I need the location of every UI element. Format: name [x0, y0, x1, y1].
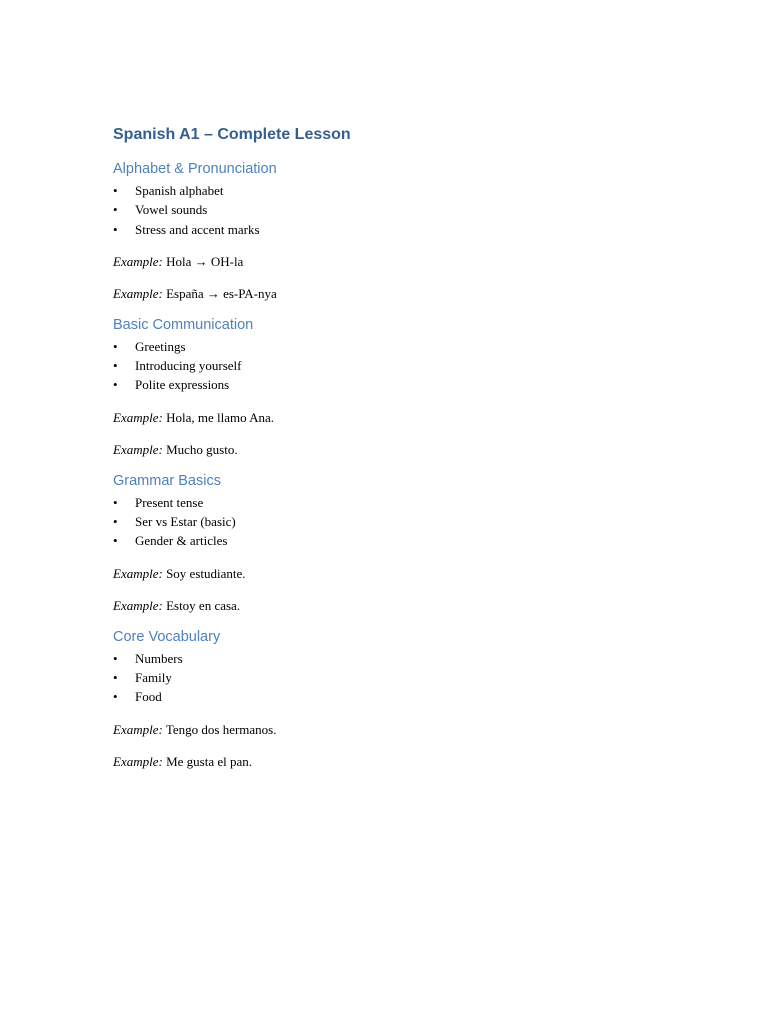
example-text: Hola, me llamo Ana.	[162, 409, 275, 425]
list-item	[113, 375, 673, 394]
bullet-icon: •	[113, 533, 118, 549]
example-line	[113, 408, 673, 427]
example-label: Example:	[113, 409, 163, 425]
list-item-text: Greetings	[135, 338, 186, 354]
example-text: Soy estudiante.	[162, 565, 246, 581]
list-item	[113, 668, 673, 687]
example-line	[113, 596, 673, 615]
bullet-icon: •	[113, 358, 118, 374]
example-line	[113, 440, 673, 459]
list-item-text: Stress and accent marks	[135, 221, 260, 237]
document-content	[113, 124, 673, 783]
list-item-text: Gender & articles	[135, 533, 228, 549]
list-item	[113, 493, 673, 512]
example-line	[113, 252, 673, 271]
example-text: Hola → OH-la	[162, 253, 244, 269]
section-heading: Basic Communication	[113, 316, 254, 333]
list-item-text: Introducing yourself	[135, 358, 242, 374]
bullet-icon: •	[113, 669, 118, 685]
bullet-list	[113, 649, 673, 707]
list-item	[113, 337, 673, 356]
example-label: Example:	[113, 285, 163, 301]
example-label: Example:	[113, 253, 163, 269]
example-text: Tengo dos hermanos.	[162, 721, 277, 737]
example-line	[113, 284, 673, 303]
section-heading: Grammar Basics	[113, 472, 221, 489]
example-text: España → es-PA-nya	[162, 285, 277, 301]
bullet-icon: •	[113, 689, 118, 705]
section-basic-communication	[113, 315, 673, 459]
example-line	[113, 752, 673, 771]
list-item-text: Ser vs Estar (basic)	[135, 514, 236, 530]
list-item-text: Polite expressions	[135, 377, 230, 393]
list-item-text: Family	[135, 669, 172, 685]
list-item	[113, 220, 673, 239]
section-alphabet-pronunciation	[113, 159, 673, 303]
section-heading: Core Vocabulary	[113, 628, 221, 645]
list-item	[113, 687, 673, 706]
bullet-icon: •	[113, 183, 118, 198]
section-core-vocabulary	[113, 627, 673, 771]
example-line	[113, 564, 673, 583]
bullet-icon: •	[113, 338, 118, 354]
list-item	[113, 181, 673, 200]
example-label: Example:	[113, 441, 163, 457]
example-text: Me gusta el pan.	[162, 753, 252, 769]
list-item-text: Present tense	[135, 494, 204, 510]
bullet-list	[113, 493, 673, 551]
bullet-icon: •	[113, 514, 118, 530]
example-text: Mucho gusto.	[162, 441, 238, 457]
list-item	[113, 200, 673, 219]
example-text: Estoy en casa.	[162, 597, 241, 613]
section-grammar-basics	[113, 471, 673, 615]
list-item-text: Spanish alphabet	[135, 183, 224, 198]
example-label: Example:	[113, 721, 163, 737]
document-title: Spanish A1 – Complete Lesson	[113, 126, 351, 143]
list-item	[113, 649, 673, 668]
list-item-text: Food	[135, 689, 162, 705]
list-item	[113, 512, 673, 531]
bullet-list	[113, 181, 673, 239]
example-line	[113, 720, 673, 739]
bullet-icon: •	[113, 202, 118, 218]
list-item-text: Numbers	[135, 650, 183, 666]
list-item	[113, 356, 673, 375]
bullet-icon: •	[113, 377, 118, 393]
section-heading: Alphabet & Pronunciation	[113, 161, 277, 177]
bullet-icon: •	[113, 650, 118, 666]
bullet-icon: •	[113, 494, 118, 510]
list-item	[113, 531, 673, 550]
list-item-text: Vowel sounds	[135, 202, 208, 218]
bullet-icon: •	[113, 221, 118, 237]
bullet-list	[113, 337, 673, 395]
example-label: Example:	[113, 753, 163, 769]
example-label: Example:	[113, 565, 163, 581]
example-label: Example:	[113, 597, 163, 613]
